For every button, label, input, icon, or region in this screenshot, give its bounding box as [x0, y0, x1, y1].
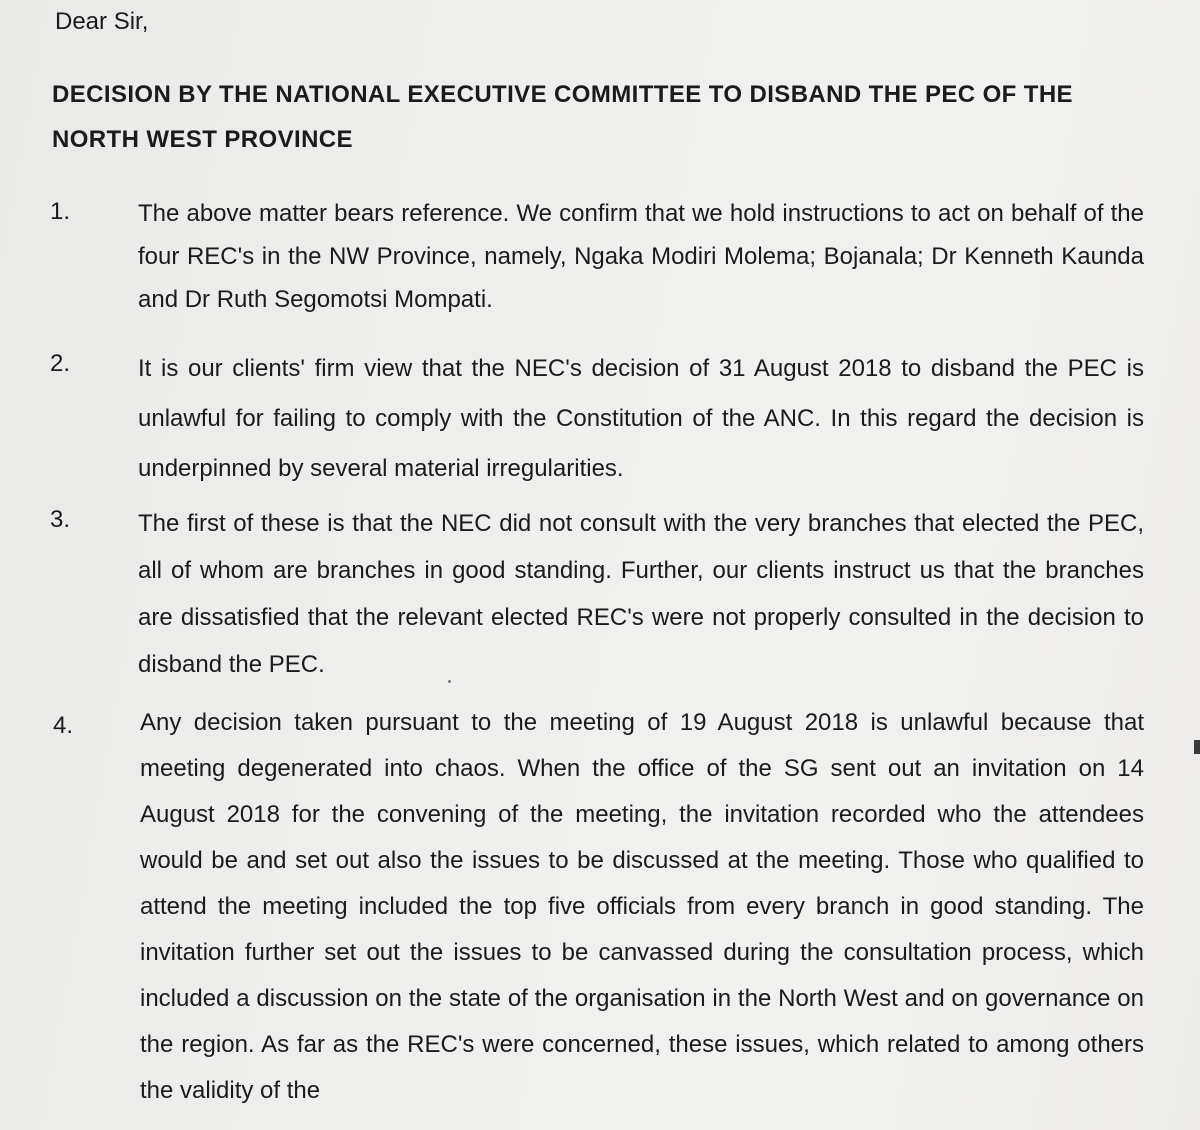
letter-heading: DECISION BY THE NATIONAL EXECUTIVE COMMITTEE TO DISBAND THE PEC OF THE NORTH WEST PROVINCE: [52, 81, 1073, 153]
paragraph-text: Any decision taken pursuant to the meeting of 19 August 2018 is unlawful because that meeting degenerated into chaos. When the office of the SG sent out an invitation on 14 August 2018 for the convening of the meeting, the invitation recorded who the attendees would be and set out also the issues to be discussed at the meeting. Those who qualified to attend the meeting included the top five officials from every branch in good standing. The invitation further set out the issues to be canvassed during the consultation process, which included a discussion on the state of the organisation in the North West and on governance on the region. As far as the REC's were concerned, these issues, which related to among others the validity of the: [140, 709, 1144, 1104]
paragraph-number: 2.: [50, 350, 71, 377]
salutation: Dear Sir,: [55, 8, 149, 35]
stray-mark: [448, 680, 451, 683]
paragraph-number: 4.: [53, 712, 74, 739]
paragraph-number: 1.: [50, 198, 71, 225]
paragraph-number: 3.: [50, 506, 71, 533]
page-edge-mark: [1194, 740, 1200, 754]
paragraph-text: It is our clients' firm view that the NEC's decision of 31 August 2018 to disband the PEC is unlawful for failing to comply with the Constitution of the ANC. In this regard the decision is underpinned by several material irregularities.: [138, 355, 1144, 482]
paragraph-text: The above matter bears reference. We confirm that we hold instructions to act on behalf of the four REC's in the NW Province, namely, Ngaka Modiri Molema; Bojanala; Dr Kenneth Kaunda and Dr Ruth Segomotsi Mompati.: [138, 200, 1144, 313]
paragraph-text: The first of these is that the NEC did not consult with the very branches that elected the PEC, all of whom are branches in good standing. Further, our clients instruct us that the branches are dissatisfied that the relevant elected REC's were not properly consulted in the decision to disband the PEC.: [138, 510, 1144, 678]
